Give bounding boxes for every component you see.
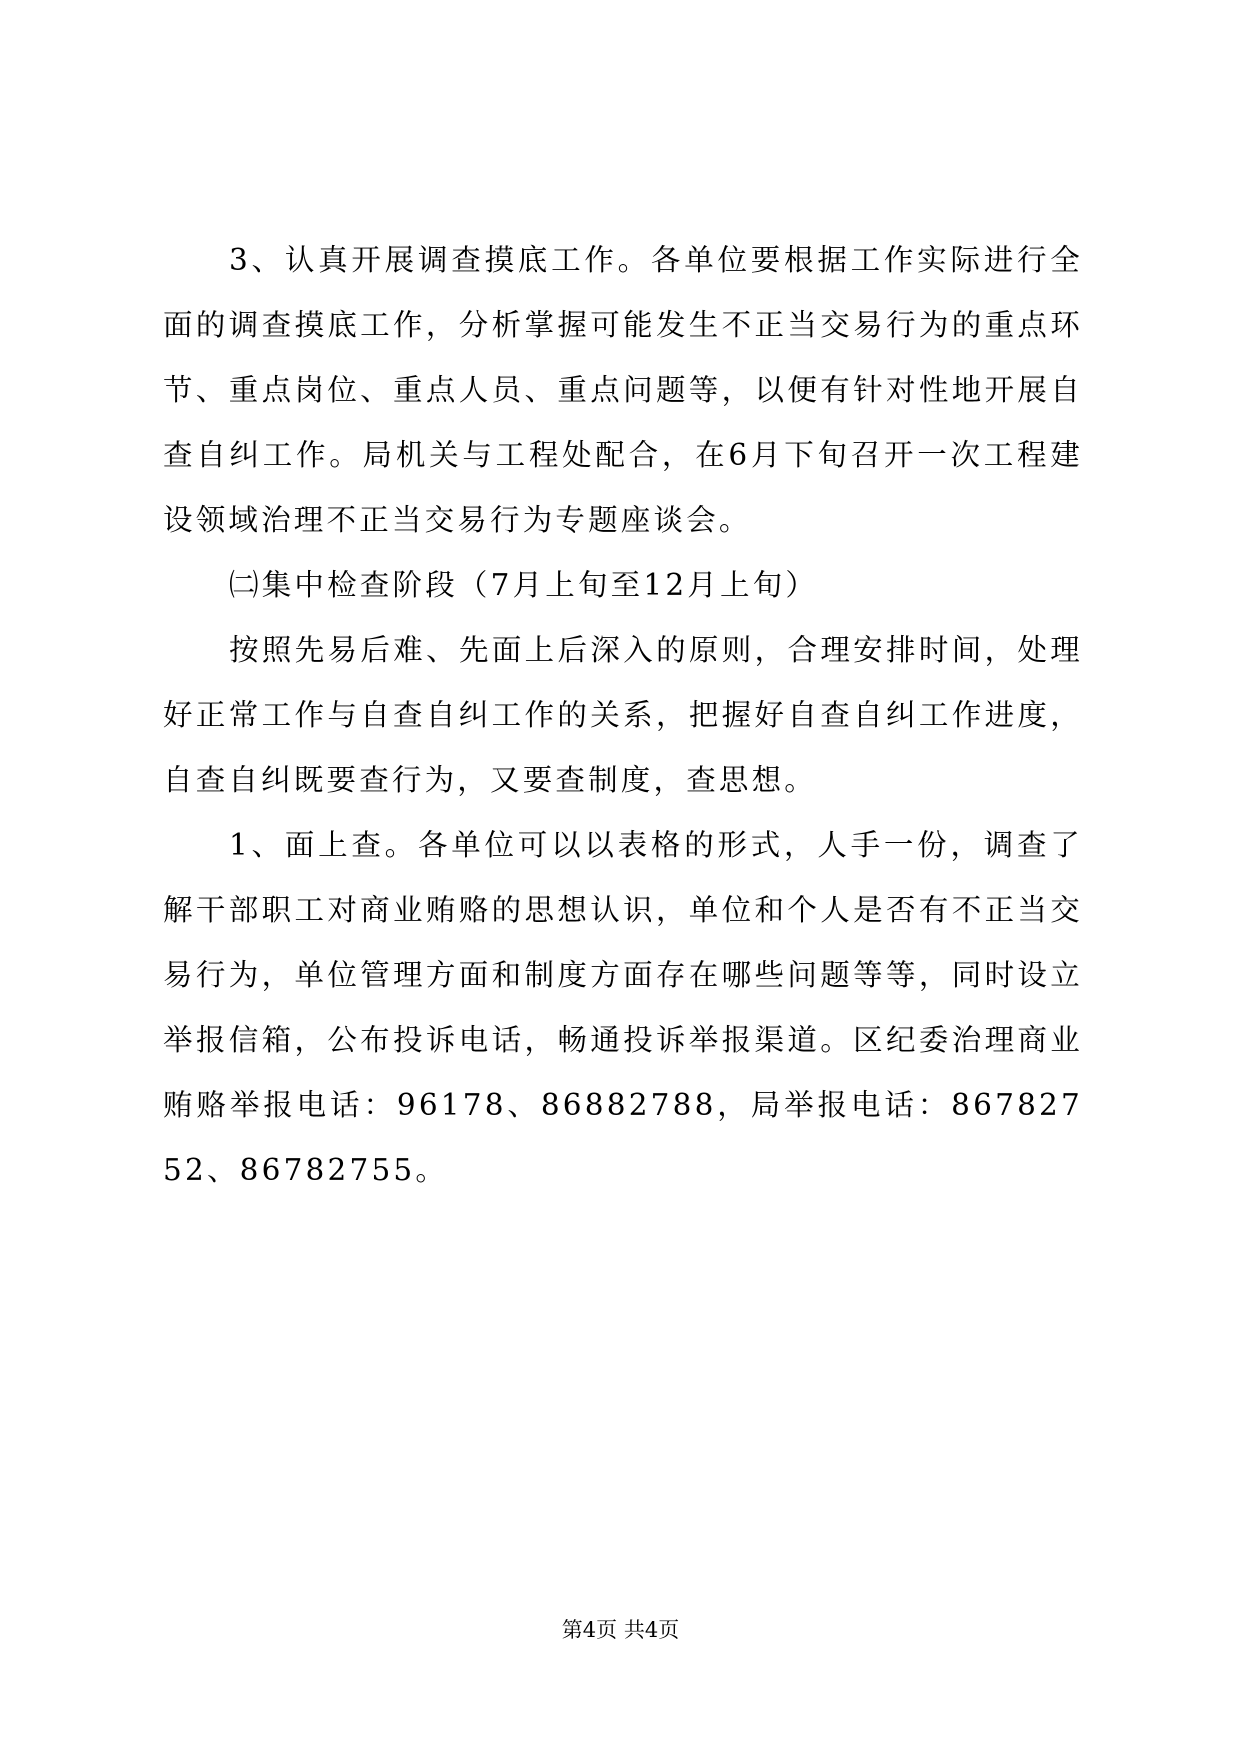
paragraph-investigation: 3、认真开展调查摸底工作。各单位要根据工作实际进行全面的调查摸底工作，分析掌握可能发生不正当交易行为的重点环节、重点岗位、重点人员、重点问题等，以便有针对性地开展自查自纠工作。局机关与工程处配合，在6月下旬召开一次工程建设领域治理不正当交易行为专题座谈会。	[163, 243, 1083, 537]
document-body	[163, 228, 1083, 1203]
paragraph-principles: 按照先易后难、先面上后深入的原则，合理安排时间，处理好正常工作与自查自纠工作的关系，把握好自查自纠工作进度，自查自纠既要查行为，又要查制度，查思想。	[163, 633, 1083, 797]
section-heading-inspection-phase: ㈡集中检查阶段（7月上旬至12月上旬）	[229, 568, 819, 602]
paragraph-surface-check: 1、面上查。各单位可以以表格的形式，人手一份，调查了解干部职工对商业贿赂的思想认识，单位和个人是否有不正当交易行为，单位管理方面和制度方面存在哪些问题等等，同时设立举报信箱，公布投诉电话，畅通投诉举报渠道。区纪委治理商业贿赂举报电话：96178、86882788，局举报电话：86782752、86782755。	[163, 828, 1083, 1187]
page-number-footer: 第4页 共4页	[561, 1618, 680, 1642]
